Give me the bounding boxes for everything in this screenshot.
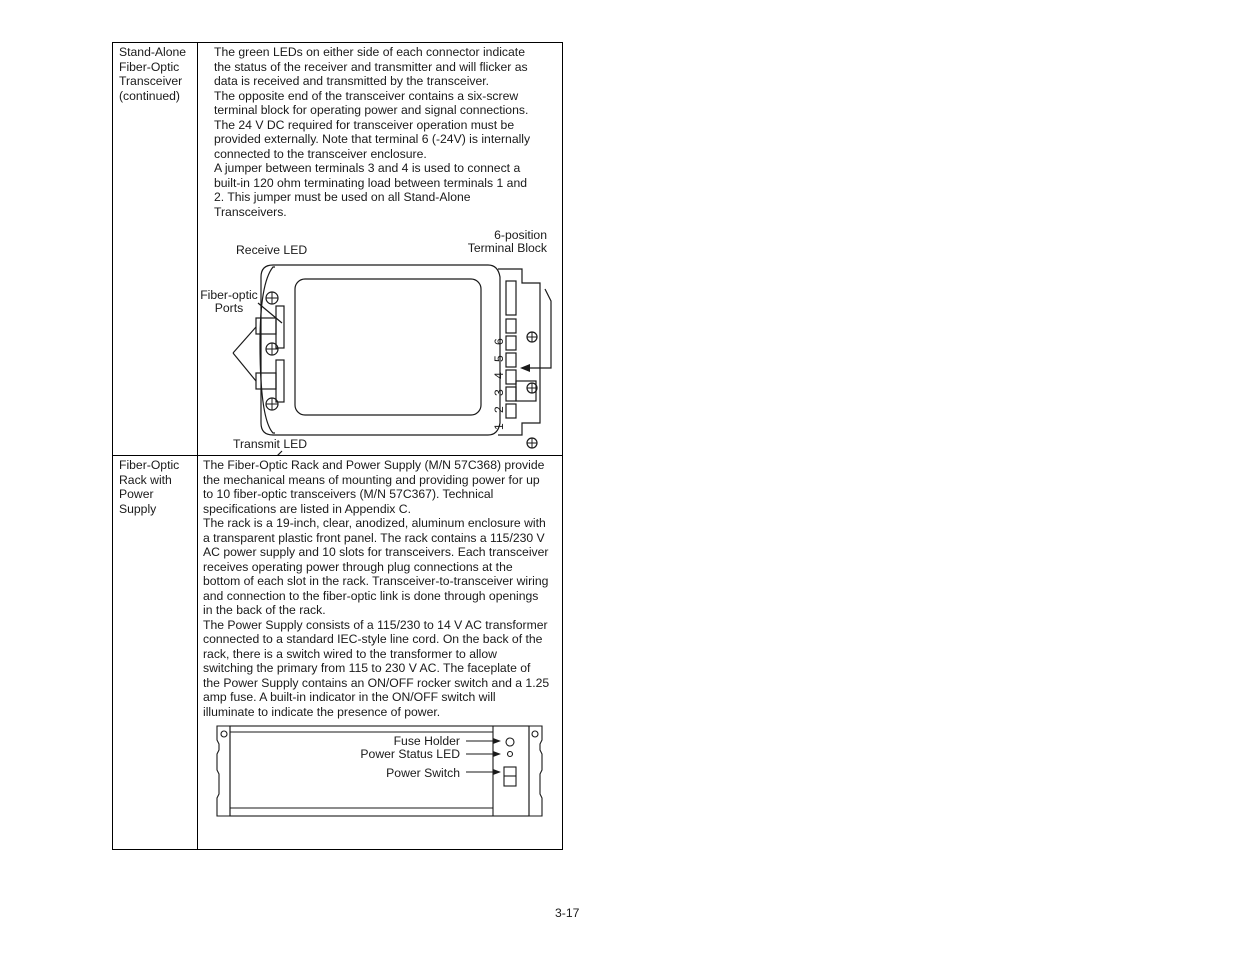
receive-led-label: Receive LED (236, 243, 308, 257)
body-line: 2. This jumper must be used on all Stand-Alone (214, 190, 471, 204)
fiber-port (256, 373, 276, 389)
terminal-5 (506, 336, 516, 350)
fiber-ports-label-line: Fiber-optic (200, 288, 258, 302)
terminal-block-label (433, 229, 547, 255)
body-line: The rack is a 19-inch, clear, anodized, aluminum enclosure with (203, 516, 546, 530)
jumper (516, 381, 536, 401)
fiber-port (256, 318, 276, 334)
power-status-led-icon (508, 752, 513, 757)
fiber-ports-label (198, 289, 260, 315)
body-line: The 24 V DC required for transceiver operation must be (214, 117, 515, 132)
row-label-line: Rack with (119, 472, 172, 487)
left-mount-bracket (217, 726, 230, 816)
fiber-ports-label-line: Ports (214, 301, 244, 315)
power-status-led-label: Power Status LED (360, 747, 460, 761)
body-line: built-in 120 ohm terminating load between terminals 1 and (214, 175, 527, 190)
body-line: amp fuse. A built-in indicator in the ON/OFF switch will (203, 690, 496, 704)
fuse-holder-label: Fuse Holder (393, 734, 460, 748)
terminal-number: 6 (492, 338, 506, 345)
terminal-number: 2 (492, 406, 506, 413)
transmit-led-label: Transmit LED (233, 437, 308, 451)
spec-table (112, 42, 563, 850)
body-line: the mechanical means of mounting and providing power for up (203, 472, 540, 487)
table-row (113, 43, 562, 456)
body-line: terminal block for operating power and signal connections. (214, 103, 529, 117)
terminal-number: 4 (492, 372, 506, 379)
terminal-6 (506, 319, 516, 333)
row-label-line: Stand-Alone (119, 45, 187, 59)
front-window (295, 279, 481, 415)
terminal-top (506, 281, 516, 315)
fiber-port-housing (276, 360, 284, 402)
body-line: connected to a standard IEC-style line cord. On the back of the (203, 632, 543, 646)
row-description (203, 458, 559, 719)
body-line: switching the primary from 115 to 230 V AC. The faceplate of (203, 661, 531, 675)
terminal-4 (506, 353, 516, 367)
right-mount-bracket (529, 726, 542, 816)
body-line: the status of the receiver and transmitter and will flicker as (214, 59, 528, 74)
body-line: A jumper between terminals 3 and 4 is used to connect a (214, 161, 521, 175)
transceiver-body (261, 265, 500, 435)
page-number: 3-17 (555, 906, 580, 920)
terminal-block-label-line: 6-position (494, 228, 547, 242)
body-line: specifications are listed in Appendix C. (203, 501, 411, 516)
body-line: and connection to the fiber-optic link is done through openings (203, 588, 539, 603)
body-line: AC power supply and 10 slots for transceivers. Each transceiver (203, 545, 549, 559)
bracket-hole (221, 731, 227, 737)
row-label-line: (continued) (119, 88, 180, 103)
fiber-port-leader (233, 353, 256, 381)
row-description (214, 45, 559, 219)
bracket-hole (532, 731, 538, 737)
row-label-line: Fiber-Optic (119, 458, 180, 472)
transmit-led-leader (258, 451, 282, 455)
row-label-line: Fiber-Optic (119, 59, 180, 74)
fiber-port-leader (233, 327, 256, 353)
body-line: bottom of each slot in the rack. Transceiver-to-transceiver wiring (203, 574, 549, 588)
body-line: illuminate to indicate the presence of power. (203, 704, 441, 719)
body-line: The Power Supply consists of a 115/230 to 14 V AC transformer (203, 617, 548, 632)
body-line: rack, there is a switch wired to the transformer to allow (203, 646, 497, 661)
body-line: The opposite end of the transceiver contains a six-screw (214, 88, 519, 103)
terminal-block-label-line: Terminal Block (467, 241, 547, 255)
terminal-number: 1 (492, 423, 506, 430)
body-line: The Fiber-Optic Rack and Power Supply (M/N 57C368) provide (203, 458, 545, 472)
row-label (119, 458, 195, 516)
column-divider (197, 456, 198, 849)
body-line: receives operating power through plug connections at the (203, 559, 513, 574)
terminal-block-leader (525, 289, 551, 368)
transceiver-diagram (198, 223, 558, 455)
row-label-line: Supply (119, 501, 157, 516)
power-switch-label: Power Switch (386, 766, 460, 780)
body-line: to 10 fiber-optic transceivers (M/N 57C367). Technical (203, 487, 494, 501)
fuse-holder-icon (506, 738, 514, 746)
table-row (113, 456, 562, 849)
row-label (119, 45, 195, 103)
body-line: data is received and transmitted by the transceiver. (214, 74, 490, 88)
body-line: the Power Supply contains an ON/OFF rocker switch and a 1.25 (203, 675, 550, 690)
terminal-number: 5 (492, 355, 506, 362)
body-line: a transparent plastic front panel. The rack contains a 115/230 V (203, 530, 545, 545)
body-line: The green LEDs on either side of each connector indicate (214, 45, 525, 59)
terminal-number: 3 (492, 389, 506, 396)
body-line: provided externally. Note that terminal 6 (-24V) is internally (214, 132, 531, 146)
terminal-3 (506, 370, 516, 384)
body-line: in the back of the rack. (203, 603, 326, 617)
row-label-line: Power (119, 487, 154, 501)
terminal-2 (506, 387, 516, 401)
body-line: Transceivers. (214, 204, 287, 219)
row-label-line: Transceiver (119, 74, 183, 88)
body-line: connected to the transceiver enclosure. (214, 146, 427, 161)
terminal-1 (506, 404, 516, 418)
fiber-port-housing (276, 306, 284, 348)
